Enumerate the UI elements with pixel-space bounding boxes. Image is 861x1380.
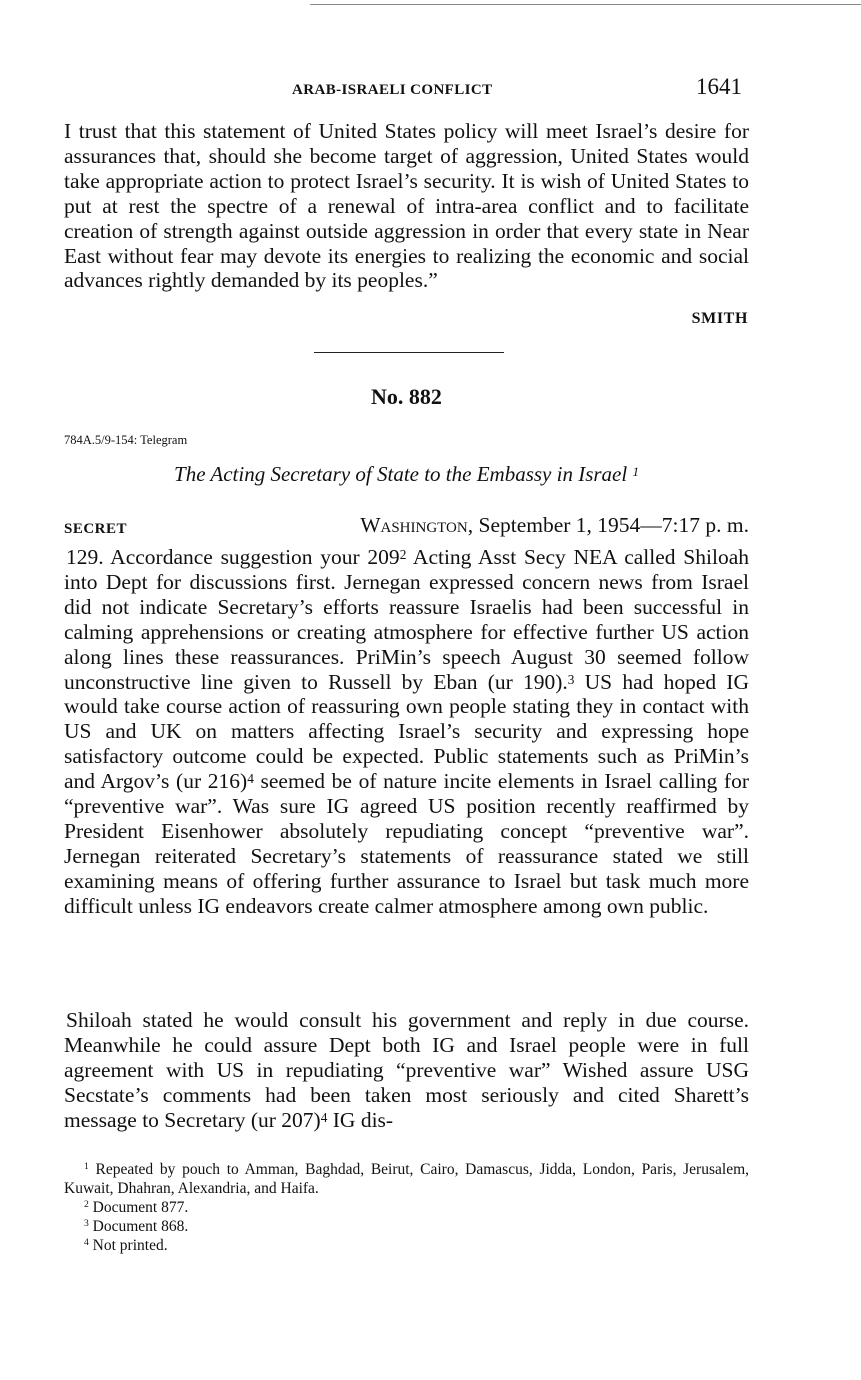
footnote-2 [64, 1198, 749, 1217]
body-p1-text-b: Acting Asst Secy NEA called Shiloah into Dept for discussions first. Jernegan expressed concern news from Israel did not indicate Secretary’s efforts reassure Israelis had been successful in calming apprehensions or creating atmosphere for effective further US action along lines these reassurances. PriMin’s speech August 30 seemed follow unconstructive line given to Russell by Eban (ur 190). [64, 545, 749, 694]
body-p1-text-a: 129. Accordance suggestion your 209 [66, 545, 400, 569]
dateline-date: , September 1, 1954—7:17 p. m. [467, 513, 749, 537]
running-head [0, 74, 861, 106]
document-number: No. 882 [371, 384, 442, 409]
telegram-header [64, 513, 749, 541]
footnote-4 [64, 1236, 749, 1255]
footnote-ref-1: 1 [632, 464, 639, 479]
page-number: 1641 [696, 74, 742, 99]
top-border-line [310, 4, 861, 5]
dateline [360, 513, 749, 538]
document-title [0, 462, 813, 487]
footnote-text: Document 868. [92, 1218, 189, 1235]
footnote-text: Not printed. [92, 1237, 168, 1254]
footnote-mark: 2 [84, 1199, 89, 1210]
footnote-3 [64, 1217, 749, 1236]
footnote-text: Repeated by pouch to Amman, Baghdad, Beirut, Cairo, Damascus, Jidda, London, Paris, Jerusalem, Kuwait, Dhahran, Alexandria, and Haifa. [64, 1161, 750, 1197]
dateline-place: Washington [360, 513, 468, 537]
body-p1-text-d: seemed be of nature incite elements in Israel calling for “preventive war”. Was sure IG agreed US position recently reaffirmed by President Eisenhower absolutely repudiating concept “preventive war”. Jernegan reiterated Secretary’s statements of reassurance stated we still examining means of offering further assurance to Israel but task much more difficult unless IG endeavors create calmer atmosphere among own public. [64, 769, 749, 918]
section-divider [314, 352, 504, 353]
classification-label: SECRET [64, 521, 128, 537]
signature: SMITH [691, 310, 748, 327]
footnote-ref-3: 3 [567, 671, 575, 687]
footnote-1 [64, 1160, 749, 1198]
footnote-ref-4b: 4 [320, 1109, 328, 1125]
body-paragraph-2 [64, 1008, 749, 1133]
footnotes [64, 1160, 749, 1255]
body-paragraph-1 [64, 545, 749, 919]
footnote-mark: 1 [84, 1161, 89, 1172]
body-p2-text-a: Shiloah stated he would consult his government and reply in due course. Meanwhile he could assure Dept both IG and Israel people were in full agreement with US in repudiating “preventive war” Wished assure USG Secstate’s comments had been taken most seriously and cited Sharett’s message to Secretary (ur 207) [64, 1008, 749, 1132]
footnote-mark: 4 [84, 1237, 89, 1248]
footnote-text: Document 877. [92, 1199, 189, 1216]
document-title-text: The Acting Secretary of State to the Embassy in Israel [174, 462, 628, 486]
file-reference: 784A.5/9-154: Telegram [64, 433, 188, 447]
footnote-ref-2: 2 [399, 547, 407, 562]
running-head-title: ARAB-ISRAELI CONFLICT [292, 82, 493, 98]
body-p1-text-c: US had hoped IG would take course action of reassuring own people stating they in contact with US and UK on matters affecting Israel’s security and expressing hope satisfactory outcome could be expected. Public statements such as PriMin’s and Argov’s (ur 216) [64, 669, 749, 794]
continuation-paragraph: I trust that this statement of United States policy will meet Israel’s desire for assurances that, should she become target of aggression, United States would take appropriate action to protect Israel’s security. It is wish of United States to put at rest the spectre of a renewal of intra-area conflict and to facilitate creation of strength against outside aggression in order that every state in Near East without fear may devote its energies to realizing the economic and social advances rightly demanded by its peoples.” [64, 119, 749, 293]
footnote-ref-4: 4 [247, 771, 254, 787]
body-p2-text-b: IG dis- [327, 1107, 394, 1132]
footnote-mark: 3 [84, 1218, 89, 1229]
